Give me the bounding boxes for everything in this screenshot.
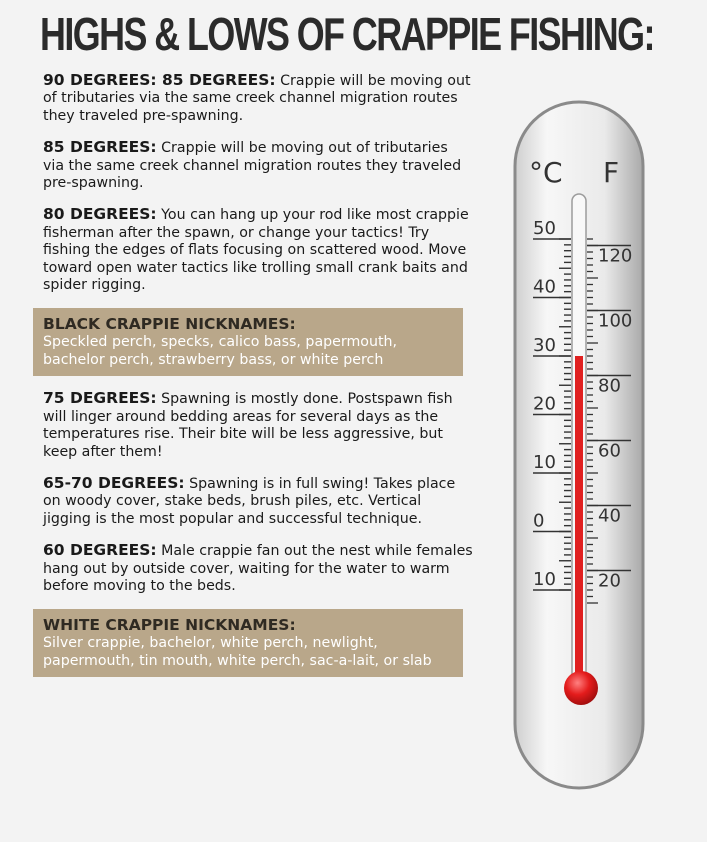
box-text: Silver crappie, bachelor, white perch, newlight, papermouth, tin mouth, white perch, sac-a-lait, or slab — [43, 635, 432, 669]
black-crappie-box — [33, 308, 463, 376]
celsius-tick-label: 30 — [533, 335, 556, 356]
mercury-bulb — [564, 671, 598, 705]
entry-text: Spawning is in full swing! Takes place on woody cover, stake beds, brush piles, etc. Vertical jigging is the most popular and successful technique. — [43, 475, 456, 527]
entry-text: Crappie will be moving out of tributaries via the same creek channel migration routes they traveled pre-spawning. — [43, 73, 471, 124]
celsius-tick-label: 20 — [533, 393, 556, 415]
celsius-tick-label: 0 — [533, 510, 545, 532]
entry-heading: 65-70 DEGREES: — [43, 473, 185, 492]
celsius-tick-label: 40 — [533, 276, 556, 298]
thermometer-icon — [505, 98, 655, 798]
entry-90-degrees — [43, 72, 473, 125]
entry-75-degrees — [43, 390, 473, 461]
entry-60-degrees — [43, 542, 473, 595]
page-title: HIGHS & LOWS OF CRAPPIE FISHING: — [40, 8, 654, 60]
entry-text: You can hang up your rod like most crappie fisherman after the spawn, or change your tactics! Try fishing the edges of flats focusing on scattered wood. Move toward open water tactics like trolling small crank baits and spider rigging. — [43, 207, 469, 294]
content-column — [43, 72, 473, 691]
fahrenheit-tick-label: 60 — [598, 440, 621, 462]
box-heading: WHITE CRAPPIE NICKNAMES: — [43, 616, 296, 635]
fahrenheit-tick-label: 20 — [598, 570, 621, 592]
entry-heading: 60 DEGREES: — [43, 541, 157, 560]
box-heading: BLACK CRAPPIE NICKNAMES: — [43, 315, 296, 334]
entry-65-70-degrees — [43, 475, 473, 528]
box-text: Speckled perch, specks, calico bass, papermouth, bachelor perch, strawberry bass, or white perch — [43, 334, 398, 368]
entry-80-degrees — [43, 206, 473, 294]
fahrenheit-tick-label: 100 — [598, 310, 633, 332]
celsius-tick-label: 10 — [533, 569, 556, 590]
celsius-unit-label: °C — [529, 156, 563, 189]
celsius-tick-label: 10 — [533, 452, 556, 473]
white-crappie-box — [33, 609, 463, 677]
entry-text: Spawning is mostly done. Postspawn fish will linger around bedding areas for several days as the temperatures rise. Their bite will be less aggressive, but keep after them! — [43, 391, 453, 460]
entry-heading: 75 DEGREES: — [43, 389, 157, 408]
celsius-tick-label: 50 — [533, 218, 556, 239]
mercury-column — [575, 356, 583, 688]
entry-text: Crappie will be moving out of tributaries via the same creek channel migration routes they traveled pre-spawning. — [43, 140, 462, 192]
entry-85-degrees — [43, 139, 473, 192]
fahrenheit-tick-label: 40 — [598, 505, 621, 527]
entry-heading: 80 DEGREES: — [43, 205, 157, 224]
entry-heading: 90 DEGREES: 85 DEGREES: — [43, 71, 276, 89]
entry-heading: 85 DEGREES: — [43, 138, 157, 157]
fahrenheit-tick-label: 120 — [598, 245, 633, 267]
fahrenheit-unit-label: F — [603, 156, 620, 189]
fahrenheit-tick-label: 80 — [598, 375, 621, 397]
entry-text: Male crappie fan out the nest while females hang out by outside cover, waiting for the water to warm before moving to the beds. — [43, 543, 473, 594]
